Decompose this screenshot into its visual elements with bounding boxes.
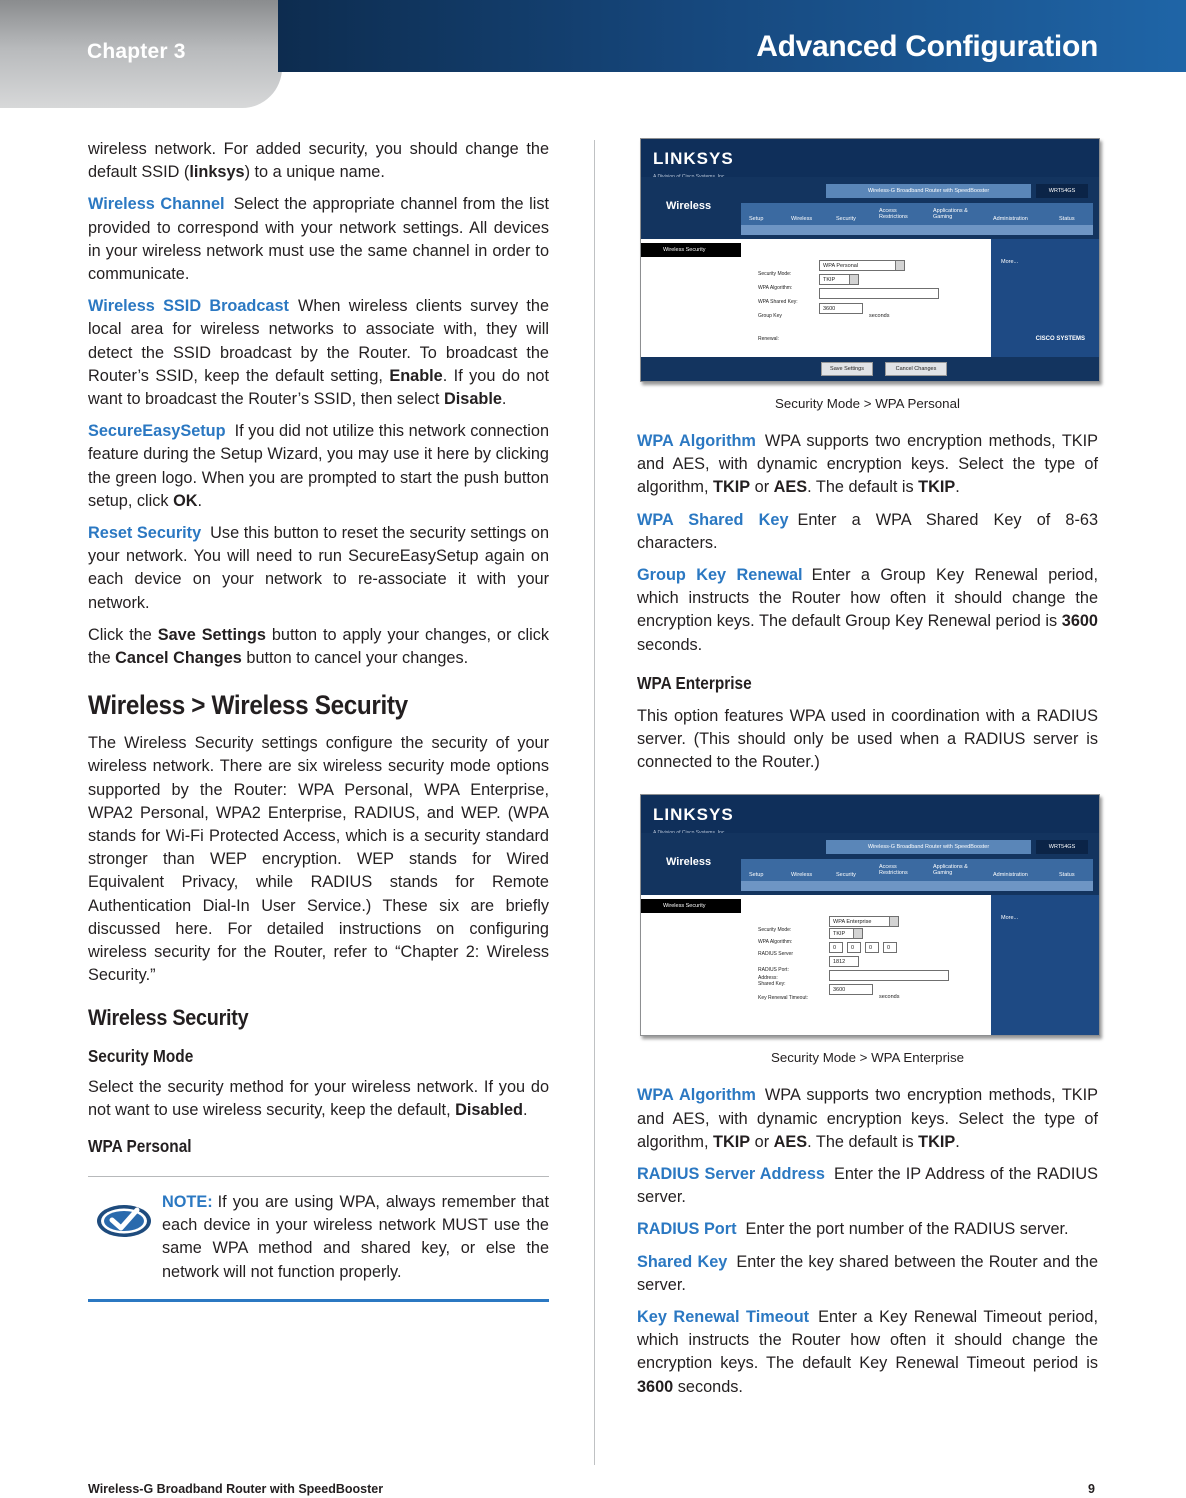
field-label: Security Mode: (758, 927, 792, 934)
term-wpa-algorithm: WPA Algorithm (637, 432, 756, 450)
paragraph-shared-key: Shared Key Enter the key shared between the Router and the server. (637, 1252, 1098, 1294)
radius-ip-octet-3: 0 (865, 942, 879, 953)
page-title: Advanced Configuration (756, 30, 1098, 63)
paragraph-group-key-renewal: Group Key Renewal Enter a Group Key Renewal period, which instructs the Router how often it should change the encryption keys. The default Group Key Renewal period is 3600 seconds. (637, 566, 1099, 654)
paragraph-wpa-algorithm: WPA Algorithm WPA supports two encryption methods, TKIP and AES, with dynamic encryption keys. Select the type of algorithm, TKIP or AES. The default is TKIP. (637, 432, 1099, 497)
tab-applications-gaming: Applications & Gaming (933, 864, 968, 877)
paragraph-wpa-algorithm-enterprise: WPA Algorithm WPA supports two encryption methods, TKIP and AES, with dynamic encryption keys. Select the type of algorithm, TKIP or AES. The default is TKIP. (637, 1086, 1099, 1151)
field-label: RADIUS Server Address: (758, 951, 794, 981)
tab-administration: Administration (993, 216, 1028, 222)
screenshot-tabs (741, 859, 1093, 881)
field-label: Group Key Renewal: (758, 313, 782, 343)
term-wireless-channel: Wireless Channel (88, 195, 225, 214)
security-mode-select: WPA Enterprise (829, 916, 899, 927)
term-reset-security: Reset Security (88, 524, 202, 543)
model-label: WRT54GS (1036, 184, 1088, 198)
save-settings-button: Save Settings (821, 362, 873, 376)
shared-key-input (819, 288, 939, 299)
linksys-logo: LINKSYS (653, 805, 734, 825)
wpa-personal-heading: WPA Personal (88, 1135, 192, 1156)
paragraph-ssid-broadcast: Wireless SSID Broadcast When wireless clients survey the local area for wireless networks to associate with, they will detect the SSID broadcast by the Router. To broadcast the Router’s SSID, keep the default setting, Enable. If you do not want to broadcast the Router’s SSID, then select Disable. (88, 297, 550, 409)
tab-status: Status (1059, 872, 1075, 879)
paragraph-secureeasysetup: SecureEasySetup If you did not utilize this network connection feature during the Setup Wizard, you may use it here by clicking the green logo. When you are prompted to start the push button setup, click OK. (88, 422, 549, 510)
radius-ip-octet-1: 0 (829, 942, 843, 953)
paragraph-wpa-shared-key: WPA Shared Key Enter a WPA Shared Key of 8-63 characters. (637, 510, 1099, 552)
screenshot-sidebar (641, 895, 741, 1035)
note-box (88, 1176, 549, 1302)
paragraph-wpa-enterprise: This option features WPA used in coordination with a RADIUS server. (This should only be used when a RADIUS server is connected to the Router.) (637, 706, 1098, 772)
group-key-renewal-input: 3600 (819, 303, 863, 314)
chapter-label: Chapter 3 (87, 40, 186, 63)
sidebar-label: Wireless Security (641, 899, 741, 913)
paragraph-key-renewal-timeout: Key Renewal Timeout Enter a Key Renewal Timeout period, which instructs the Router how often it should change the encryption keys. The default Key Renewal Timeout period is 3600 seconds. (637, 1308, 1098, 1396)
figure-caption: Security Mode > WPA Personal (775, 396, 960, 411)
paragraph-security-mode: Select the security method for your wireless network. If you do not want to use wireless security, keep the default, Disabled. (88, 1077, 549, 1119)
tab-applications-gaming: Applications & Gaming (933, 208, 968, 220)
term-shared-key: Shared Key (637, 1252, 728, 1271)
field-label: WPA Algorithm: (758, 939, 793, 946)
screenshot-wpa-enterprise (640, 794, 1100, 1036)
term-secureeasysetup: SecureEasySetup (88, 422, 226, 441)
chevron-down-icon (895, 261, 904, 270)
wpa-algorithm-select: TKIP (819, 274, 859, 285)
term-ssid-broadcast: Wireless SSID Broadcast (88, 297, 289, 316)
tab-security: Security (836, 216, 856, 222)
screenshot-tabs (741, 203, 1093, 225)
wpa-enterprise-heading: WPA Enterprise (637, 672, 752, 693)
tab-wireless: Wireless (791, 872, 813, 879)
paragraph-reset-security: Reset Security Use this button to reset the security settings on your network. You will need to run SecureEasySetup again on each device on your network to re-associate it with your network. (88, 524, 549, 612)
tab-security: Security (836, 872, 856, 879)
product-name-bar: Wireless-G Broadband Router with SpeedBooster (826, 184, 1031, 198)
seconds-label: seconds (869, 313, 890, 319)
tab-access-restrictions: Access Restrictions (879, 864, 908, 877)
radius-port-input: 1812 (829, 956, 859, 967)
help-link: More... (1001, 915, 1019, 922)
term-wpa-shared-key: WPA Shared Key (637, 510, 789, 529)
term-group-key-renewal: Group Key Renewal (637, 566, 803, 585)
right-column (637, 138, 1098, 1408)
help-link: More... (1001, 259, 1019, 265)
wpa-algorithm-select: TKIP (829, 928, 863, 939)
field-label: RADIUS Port: (758, 967, 789, 974)
screenshot-section-title: Wireless (666, 856, 712, 869)
paragraph-save-cancel: Click the Save Settings button to apply your changes, or click the Cancel Changes button to cancel your changes. (88, 625, 549, 668)
tab-setup: Setup (749, 872, 764, 879)
security-mode-select: WPA Personal (819, 260, 905, 271)
column-divider (594, 140, 595, 1465)
note-label: NOTE: (162, 1192, 213, 1211)
tab-wireless: Wireless (791, 216, 813, 222)
term-wpa-algorithm: WPA Algorithm (637, 1086, 756, 1105)
footer-product: Wireless-G Broadband Router with SpeedBooster (88, 1482, 384, 1496)
paragraph-wireless-channel: Wireless Channel Select the appropriate channel from the list provided to correspond with your network settings. All devices in your wireless network must use the same channel in order to communicate. (88, 195, 549, 284)
screenshot-section-title: Wireless (666, 200, 712, 212)
term-radius-server-address: RADIUS Server Address (637, 1165, 825, 1184)
chevron-down-icon (849, 275, 858, 284)
paragraph-security-intro: The Wireless Security settings configure the security of your wireless network. There are six wireless security mode options supported by the Router: WPA Personal, WPA Enterprise, WPA2 Personal, WPA2 Enterprise, RADIUS, and WEP. (WPA stands for Wi-Fi Protected Access, which is a security standard stronger than WEP encryption. WEP stands for Wired Equivalent Privacy, while RADIUS stands for Remote Authentication Dial-In User Service.) These six are briefly discussed here. For detailed instructions on configuring wireless security for the Router, refer to “Chapter 2: Wireless Security.” (88, 734, 549, 985)
paragraph-radius-server-address: RADIUS Server Address Enter the IP Address of the RADIUS server. (637, 1165, 1099, 1207)
term-radius-port: RADIUS Port (637, 1220, 737, 1239)
tab-setup: Setup (749, 216, 764, 222)
screenshot-subtabs (741, 881, 1093, 891)
key-renewal-timeout-input: 3600 (829, 984, 873, 995)
paragraph-radius-port: RADIUS Port Enter the port number of the RADIUS server. (637, 1220, 1069, 1239)
cancel-changes-button: Cancel Changes (885, 362, 947, 376)
field-label: Shared Key: (758, 981, 786, 988)
note-text: NOTE: If you are using WPA, always remember that each device in your wireless network MUST use the same WPA method and shared key, or else the network will not function properly. (162, 1192, 549, 1281)
tab-administration: Administration (993, 872, 1028, 879)
field-label: Security Mode: (758, 271, 792, 277)
linksys-logo: LINKSYS (653, 149, 734, 168)
seconds-label: seconds (879, 994, 900, 1001)
product-name-bar: Wireless-G Broadband Router with SpeedBooster (826, 840, 1031, 854)
model-label: WRT54GS (1036, 840, 1088, 854)
screenshot-wpa-personal (640, 138, 1100, 382)
figure-caption: Security Mode > WPA Enterprise (770, 1050, 964, 1066)
chevron-down-icon (889, 917, 898, 926)
field-label: WPA Shared Key: (758, 299, 798, 305)
term-key-renewal-timeout: Key Renewal Timeout (637, 1308, 810, 1327)
page-number: 9 (1088, 1482, 1095, 1496)
screenshot-subtabs (741, 225, 1093, 235)
left-column (88, 138, 549, 1302)
radius-ip-octet-4: 0 (883, 942, 897, 953)
tab-status: Status (1059, 216, 1075, 222)
field-label: Key Renewal Timeout: (758, 995, 809, 1002)
tab-access-restrictions: Access Restrictions (879, 208, 908, 220)
section-heading: Wireless > Wireless Security (88, 690, 408, 721)
security-mode-heading: Security Mode (88, 1045, 194, 1066)
checkmark-icon (96, 1201, 152, 1248)
paragraph-ssid: wireless network. For added security, you should change the default SSID (linksys) to a unique name. (88, 140, 549, 182)
shared-key-input (829, 970, 949, 981)
radius-ip-octet-2: 0 (847, 942, 861, 953)
subsection-heading: Wireless Security (88, 1004, 249, 1030)
chevron-down-icon (853, 929, 862, 938)
sidebar-label: Wireless Security (641, 243, 741, 257)
field-label: WPA Algorithm: (758, 285, 793, 291)
cisco-logo: CISCO SYSTEMS (1035, 335, 1085, 342)
